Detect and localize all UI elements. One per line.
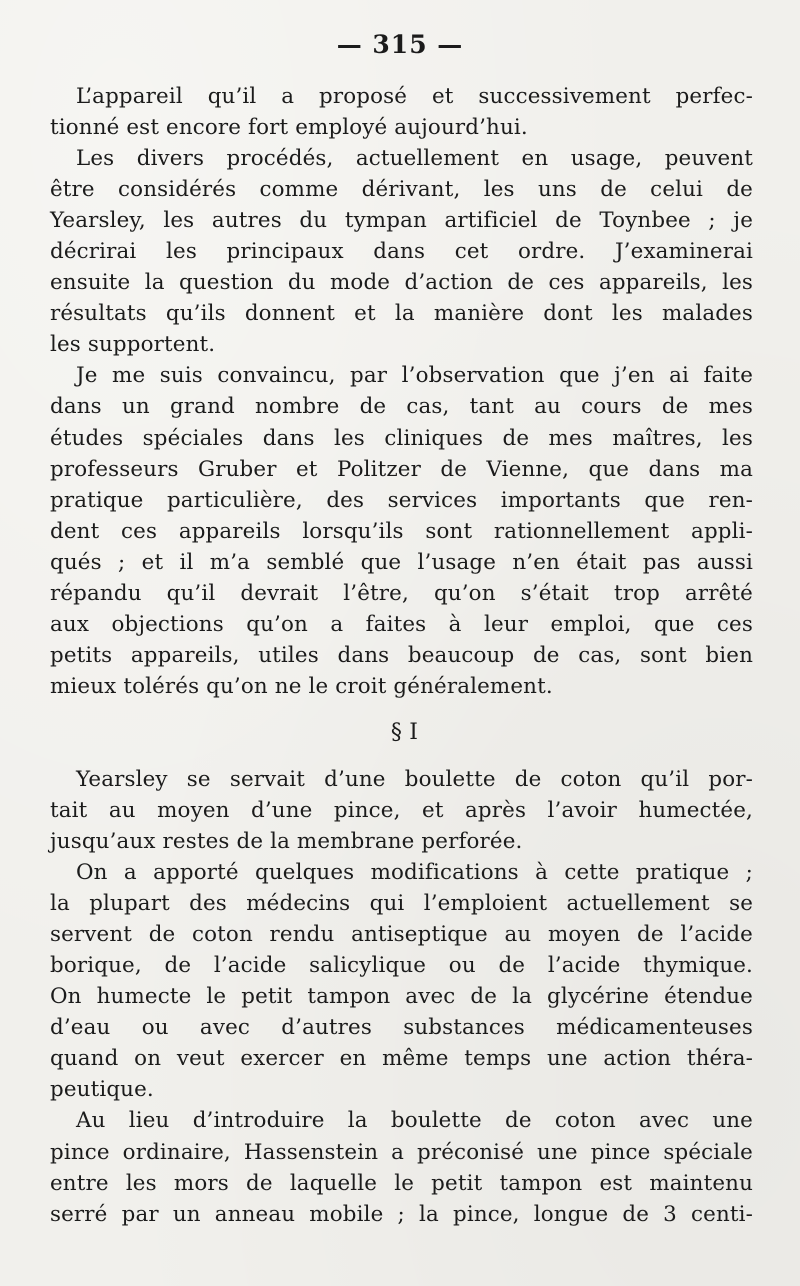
text-line: la plupart des médecins qui l’emploient actuellement se: [50, 891, 753, 917]
paragraph-1: [50, 81, 753, 143]
text-line: petits appareils, utiles dans beaucoup de cas, sont bien: [50, 642, 753, 668]
text-line: Yearsley se servait d’une boulette de coton qu’il por-: [76, 766, 753, 792]
text-line: professeurs Gruber et Politzer de Vienne, que dans ma: [50, 456, 753, 482]
text-line: quand on veut exercer en même temps une action théra-: [50, 1046, 753, 1072]
text-line: dans un grand nombre de cas, tant au cours de mes: [50, 394, 753, 420]
text-line: pratique particulière, des services importants que ren-: [50, 487, 753, 513]
text-line: Je me suis convaincu, par l’observation que j’en ai faite: [76, 363, 753, 389]
text-line: résultats qu’ils donnent et la manière dont les malades: [50, 301, 753, 327]
paragraph-3: [50, 360, 753, 702]
text-line: tait au moyen d’une pince, et après l’avoir humectée,: [50, 797, 753, 823]
paragraph-2: [50, 143, 753, 360]
text-line: peutique.: [50, 1077, 154, 1103]
text-line: borique, de l’acide salicylique ou de l’acide thymique.: [50, 953, 753, 979]
text-line: tionné est encore fort employé aujourd’hui.: [50, 115, 528, 141]
paragraph-5: [50, 857, 753, 1105]
text-line: répandu qu’il devrait l’être, qu’on s’était trop arrêté: [50, 580, 753, 606]
paragraph-4: [50, 764, 753, 857]
text-line: dent ces appareils lorsqu’ils sont rationnellement appli-: [50, 518, 753, 544]
text-line: décrirai les principaux dans cet ordre. J’examinerai: [50, 239, 753, 265]
text-line: être considérés comme dérivant, les uns de celui de: [50, 177, 753, 203]
text-line: servent de coton rendu antiseptique au moyen de l’acide: [50, 922, 753, 948]
text-line: pince ordinaire, Hassenstein a préconisé une pince spéciale: [50, 1139, 753, 1165]
text-line: serré par un anneau mobile ; la pince, longue de 3 centi-: [50, 1201, 753, 1227]
paragraph-6: [50, 1105, 753, 1229]
text-line: jusqu’aux restes de la membrane perforée.: [50, 829, 523, 855]
body-text: [50, 81, 753, 1230]
section-heading: § I: [390, 719, 419, 745]
page-number: — 315 —: [336, 30, 464, 59]
text-line: L’appareil qu’il a proposé et successivement perfec-: [76, 84, 753, 109]
text-line: Yearsley, les autres du tympan artificiel de Toynbee ; je: [50, 208, 753, 234]
text-line: mieux tolérés qu’on ne le croit généralement.: [50, 673, 553, 699]
text-line: les supportent.: [50, 332, 216, 358]
text-line: aux objections qu’on a faites à leur emploi, que ces: [50, 611, 753, 637]
text-line: Les divers procédés, actuellement en usage, peuvent: [76, 146, 753, 172]
text-line: d’eau ou avec d’autres substances médicamenteuses: [50, 1015, 753, 1041]
text-line: études spéciales dans les cliniques de mes maîtres, les: [50, 425, 753, 451]
text-line: Au lieu d’introduire la boulette de coton avec une: [76, 1108, 753, 1134]
text-line: On a apporté quelques modifications à cette pratique ;: [76, 860, 753, 886]
text-line: qués ; et il m’a semblé que l’usage n’en était pas aussi: [50, 549, 753, 575]
text-line: ensuite la question du mode d’action de ces appareils, les: [50, 270, 753, 296]
text-line: On humecte le petit tampon avec de la glycérine étendue: [50, 984, 753, 1010]
text-line: entre les mors de laquelle le petit tampon est maintenu: [50, 1170, 753, 1196]
